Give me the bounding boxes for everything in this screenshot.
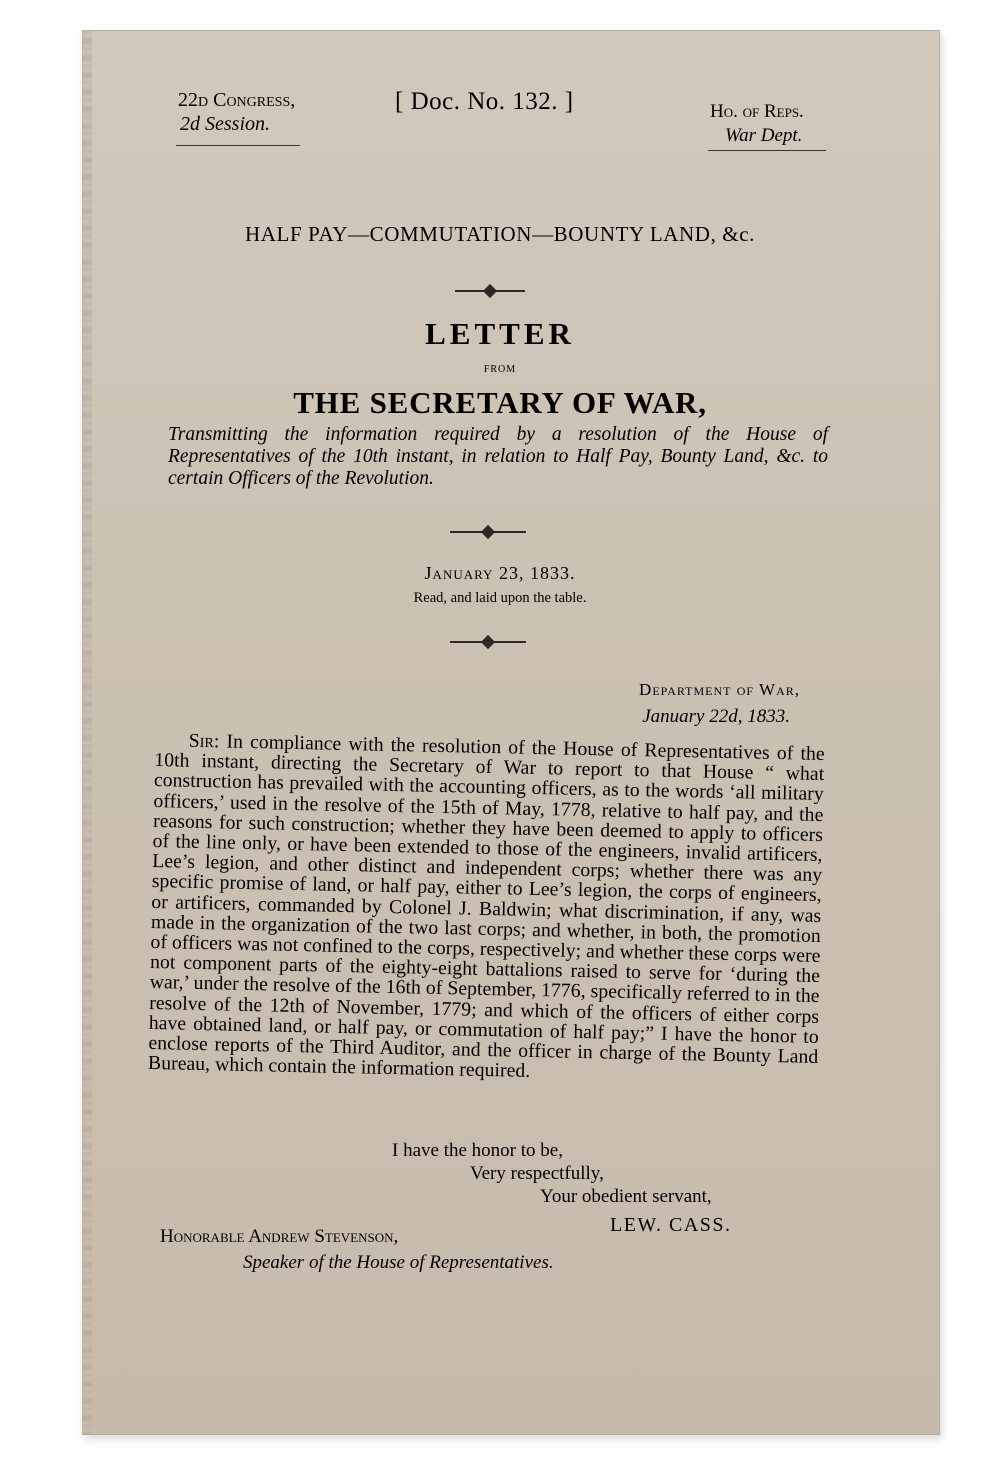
letter-body bbox=[148, 730, 825, 1087]
congress-label: 22d Congress, bbox=[178, 89, 296, 111]
letter-date: January 22d, 1833. bbox=[642, 706, 790, 727]
read-note: Read, and laid upon the table. bbox=[413, 590, 587, 606]
closing-line-3: Your obedient servant, bbox=[540, 1186, 712, 1207]
header-right-rule bbox=[708, 150, 826, 151]
house-department bbox=[710, 100, 804, 148]
department-heading: Department of War, bbox=[639, 680, 800, 699]
ornament-divider bbox=[450, 531, 526, 533]
department-label: War Dept. bbox=[725, 125, 803, 146]
header-left-rule bbox=[176, 145, 300, 146]
page-deckled-edge bbox=[82, 30, 92, 1435]
letter-title: LETTER bbox=[425, 316, 575, 351]
report-date: January 23, 1833. bbox=[424, 563, 576, 583]
letter-body-text: In compliance with the resolution of the House of Representatives of the 10th instant, directing the Secretary of War to report to that House “ what construction has prevailed with the accounting officers, as to the words ‘all military officers,’ used in the resolve of the 15th of May, 1778, relative to half pay, and the reasons for such construction; whether they have been deemed to apply to officers of the line only, or have been extended to those of the engineers, invalid artificers, Lee’s legion, and other distinct and independent corps; whether there was any specific promise of land, or half pay, either to Lee’s legion, the corps of engineers, or artificers, commanded by Colonel J. Baldwin; what discrimination, if any, was made in the organization of the two last corps; and whether, in both, the promotion of officers was not confined to the corps, respectively; and whether these corps were not component parts of the eighty-eight battalions raised to serve for ‘during the war,’ under the resolve of the 16th of September, 1776, specifically referred to in the resolve of the 12th of November, 1779; and which of the officers of either corps have obtained land, or half pay, or commutation of half pay;” I have the honor to enclose reports of the Third Auditor, and the officer in charge of the Bounty Land Bureau, which contain the information required. bbox=[147, 730, 825, 1083]
closing-line-1: I have the honor to be, bbox=[392, 1140, 563, 1161]
transmittal-description: Transmitting the information required by a resolution of the House of Representatives of the 10th instant, in relation to Half Pay, Bounty Land, &c. to certain Officers of the Revolution. bbox=[168, 424, 828, 489]
subject-heading: HALF PAY—COMMUTATION—BOUNTY LAND, &c. bbox=[245, 222, 755, 246]
secretary-title: THE SECRETARY OF WAR, bbox=[293, 385, 707, 420]
addressee-name: Honorable Andrew Stevenson, bbox=[160, 1226, 399, 1247]
ornament-divider bbox=[450, 641, 526, 643]
signature: LEW. CASS. bbox=[610, 1214, 732, 1236]
session-label: 2d Session. bbox=[180, 113, 270, 135]
ornament-divider bbox=[455, 290, 525, 292]
doc-number: [ Doc. No. 132. ] bbox=[395, 88, 574, 115]
from-label: FROM bbox=[483, 364, 517, 375]
addressee-title: Speaker of the House of Representatives. bbox=[243, 1252, 554, 1273]
salutation: Sir: bbox=[188, 729, 220, 753]
congress-session bbox=[178, 88, 295, 136]
house-label: Ho. of Reps. bbox=[710, 101, 804, 122]
closing-line-2: Very respectfully, bbox=[470, 1163, 604, 1184]
